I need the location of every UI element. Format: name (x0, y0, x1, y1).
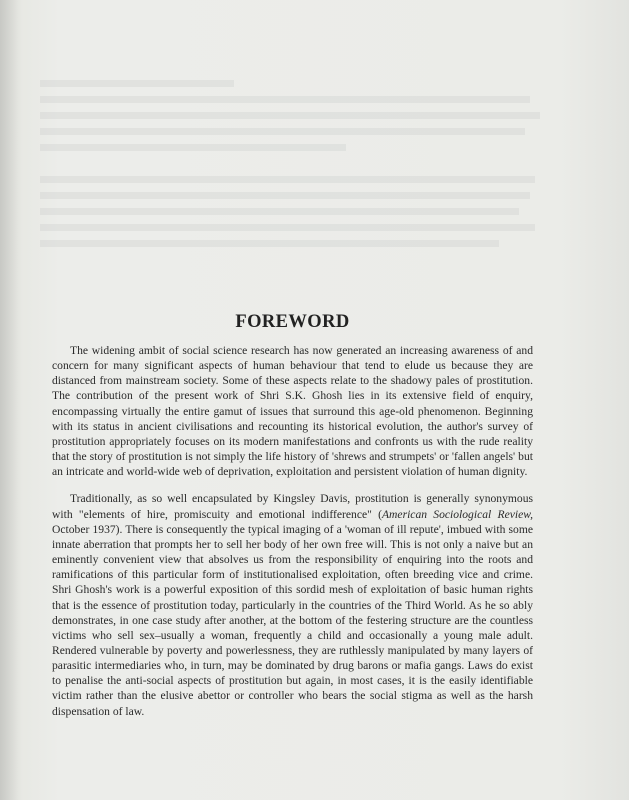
paragraph-2-text-start: Traditionally, as so well encapsulated by Kingsley Davis, prostitution is generally synonymous with "elements of hire, promiscuity and emotional indifference" ( (52, 492, 533, 521)
page-title: FOREWORD (235, 312, 350, 332)
paragraph-2-text-end: October 1937). There is consequently the typical imaging of a 'woman of ill repute', imbued with some innate aberration that prompts her to sell her body of her own free will. This is not only a naive but an eminently convenient view that absolves us from the responsibility of enquiring into the roots and ramifications of this particular form of institutionalised exploitation, often breeding vice and crime. Shri Ghosh's work is a powerful exposition of this sordid mesh of exploitation of basic human rights that is the essence of prostitution today, particularly in the countries of the Third World. As he so ably demonstrates, in one case study after another, at the bottom of the festering structure are the countless victims who sell sex–usually a woman, frequently a child and occasionally a young male adult. Rendered vulnerable by poverty and powerlessness, they are ruthlessly manipulated by many layers of parasitic intermediaries who, in turn, may be dominated by drug barons or mafia gangs. Laws do exist to penalise the anti-social aspects of prostitution but again, in most cases, it is the easily identifiable victim rather than the elusive abettor or controller who bears the social stigma as well as the harsh dispensation of law. (52, 522, 533, 718)
paragraph-2 (52, 491, 533, 718)
page-gutter-shadow (0, 0, 22, 800)
show-through-text (40, 80, 550, 300)
journal-citation: American Sociological Review, (381, 507, 533, 521)
foreword-section (52, 312, 533, 719)
paragraph-1: The widening ambit of social science research has now generated an increasing awareness of and concern for many significant aspects of human behaviour that tend to elude us because they are distanced from mainstream society. Some of these aspects relate to the shadowy pales of prostitution. The contribution of the present work of Shri S.K. Ghosh lies in its extensive field of enquiry, encompassing virtually the entire gamut of issues that surround this age-old phenomenon. Beginning with its status in ancient civilisations and recounting its historical evolution, the author's survey of prostitution appropriately focuses on its modern manifestations and confronts us with the rude reality that the story of prostitution is not simply the life history of 'shrews and strumpets' or 'fallen angels' but an intricate and world-wide web of deprivation, exploitation and persistent violation of human dignity. (52, 344, 533, 479)
